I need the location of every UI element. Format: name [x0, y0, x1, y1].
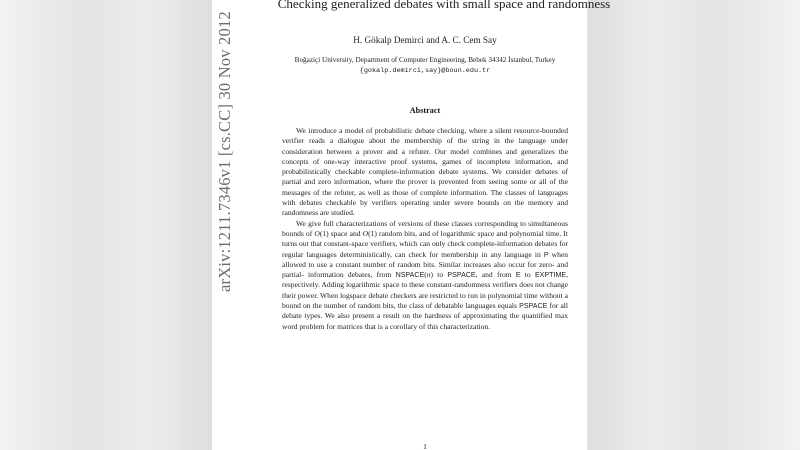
- complexity-class: PSPACE: [519, 302, 548, 311]
- complexity-class: EXPTIME: [534, 271, 567, 280]
- paper-title: Checking generalized debates with small space and randomness: [277, 0, 611, 11]
- math-symbol: n: [426, 270, 431, 280]
- affiliation: Boğaziçi University, Department of Computer Engineering, Bebek 34342 İstanbul, Turkey: [294, 56, 556, 64]
- paper-authors: H. Gökalp Demirci and A. C. Cem Say: [353, 35, 497, 45]
- math-symbol: O: [362, 228, 369, 238]
- complexity-class: NSPACE: [395, 271, 425, 280]
- page-number: 1: [423, 442, 427, 450]
- abstract-paragraph-1: We introduce a model of probabilistic debate checking, where a silent resource-bounded verifier reads a dialogue about the membership of the string in the language under consideration between a prover and a refuter. Our model combines and generalizes the concepts of one-way interactive proof systems, games of incomplete information, and probabilistically checkable complete-information debate systems. We consider debates of partial and zero information, where the prover is prevented from seeing some or all of the messages of the refuter, as well as those of complete information. The classes of languages with debates checkable by verifiers operating under severe bounds on the memory and randomness are studied.: [282, 126, 568, 218]
- complexity-class: E: [515, 271, 521, 280]
- math-symbol: O: [314, 228, 320, 238]
- background-left: [0, 0, 212, 450]
- author-affiliation-block: [212, 55, 638, 77]
- author-email[interactable]: {gokalp.demirci,say}@boun.edu.tr: [359, 67, 491, 75]
- complexity-class: P: [543, 250, 549, 259]
- complexity-class: PSPACE: [447, 271, 476, 280]
- abstract-body: [282, 126, 568, 332]
- abstract-heading: Abstract: [409, 106, 441, 115]
- abstract-paragraph-2: We give full characterizations of versions of these classes corresponding to simultaneous bounds of O(1) space and O(1) random bits, and of logarithmic space and polynomial time. It turns out that constant-space verifiers, which can only check complete-information debates for regular languages deterministically, can check for membership in any language in P when allowed to use a constant number of random bits. Similar increases also occur for zero- and partial- information debates, from NSPACE(n) to PSPACE, and from E to EXPTIME, respectively. Adding logarithmic space to these constant-randomness verifiers does not change their power. When logspace debate checkers are restricted to run in polynomial time without a bound on the number of random bits, the class of debatable languages equals PSPACE for all debate types. We also present a result on the hardness of approximating the quantified max word problem for matrices that is a corollary of this characterization.: [282, 218, 569, 331]
- arxiv-identifier: arXiv:1211.7346v1 [cs.CC] 30 Nov 2012: [215, 11, 234, 292]
